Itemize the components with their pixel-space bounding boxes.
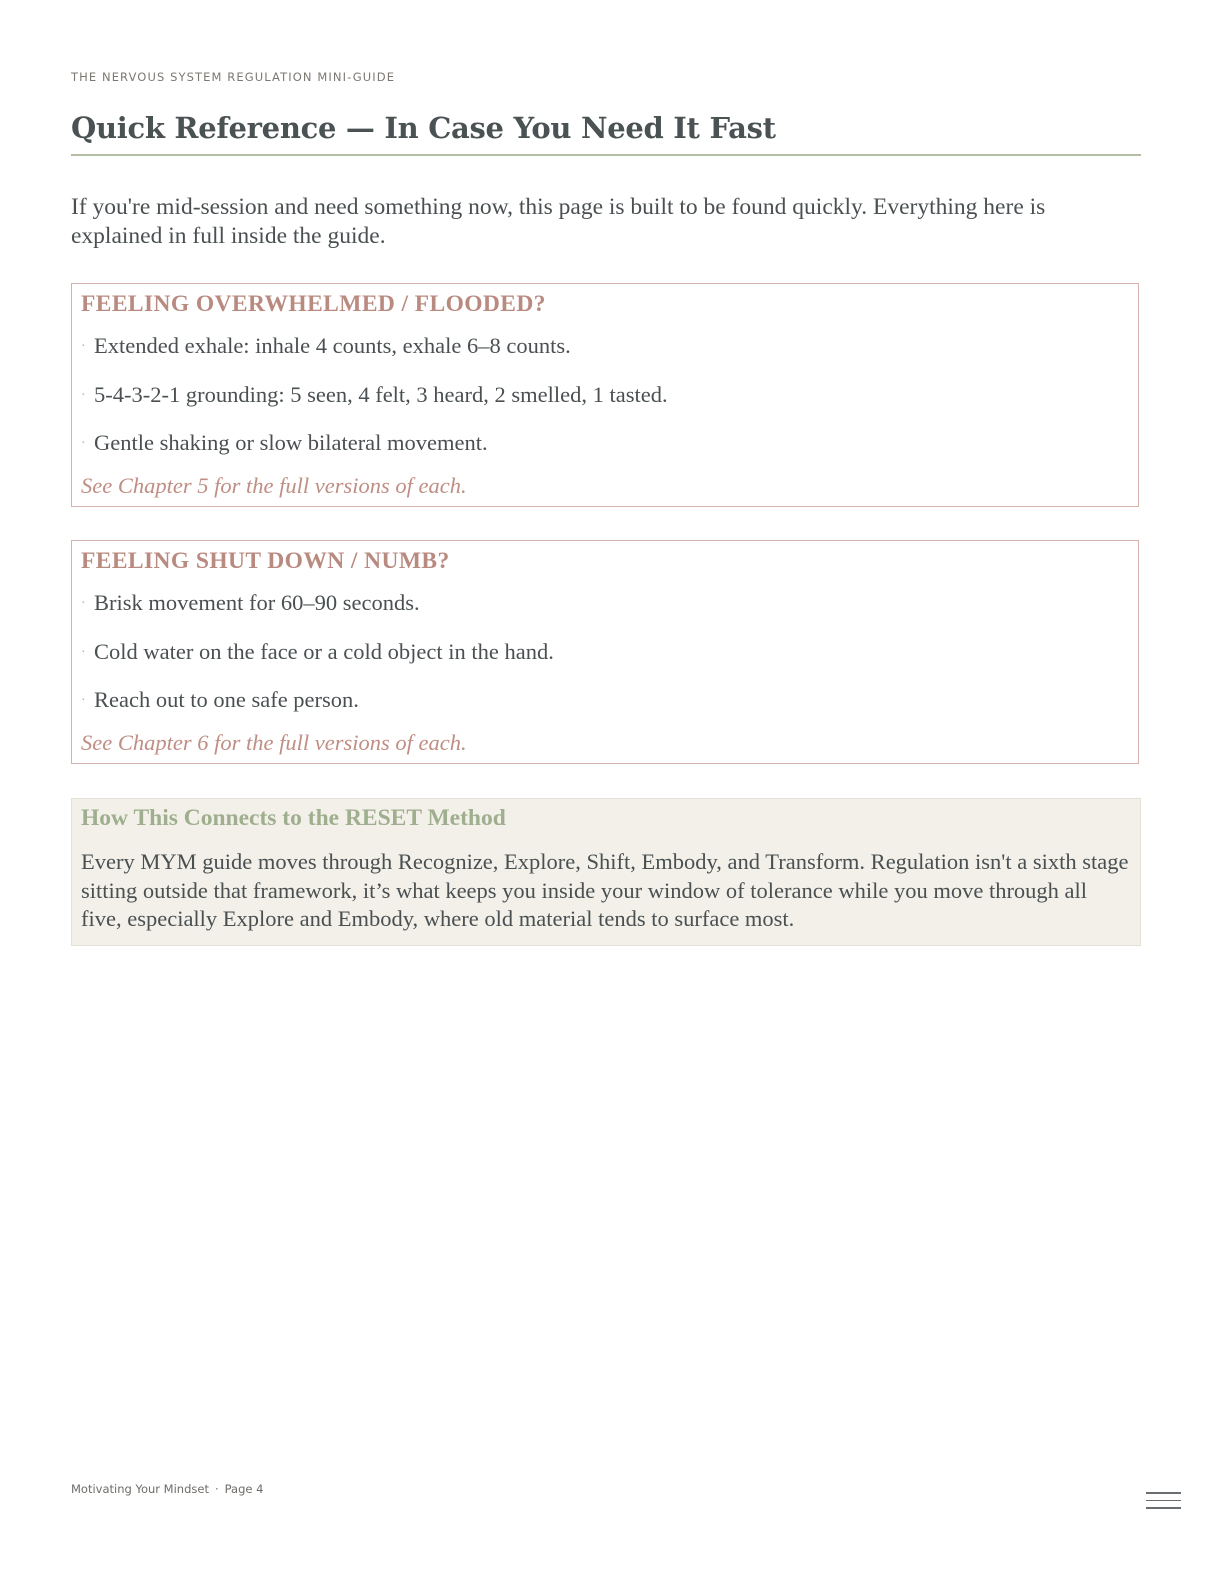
list-item xyxy=(81,429,1130,461)
chapter-reference-note: See Chapter 5 for the full versions of each. xyxy=(81,472,467,498)
section-title: FEELING OVERWHELMED / FLOODED? xyxy=(81,291,546,317)
menu-line xyxy=(1146,1500,1181,1502)
chapter-reference-note: See Chapter 6 for the full versions of each. xyxy=(81,729,467,755)
bullet-dot: · xyxy=(81,596,86,611)
footer-brand: Motivating Your Mindset xyxy=(71,1482,209,1496)
menu-line xyxy=(1146,1492,1181,1494)
technique-list xyxy=(81,589,1130,718)
page-number: Page 4 xyxy=(224,1482,264,1496)
overwhelmed-section xyxy=(71,283,1139,507)
page-title: Quick Reference — In Case You Need It Fast xyxy=(71,111,1141,156)
hamburger-menu-icon[interactable] xyxy=(1146,1492,1181,1512)
bullet-dot: · xyxy=(81,436,86,451)
menu-line xyxy=(1146,1507,1181,1509)
list-item-text: Extended exhale: inhale 4 counts, exhale 6–8 counts. xyxy=(94,333,571,358)
shutdown-section xyxy=(71,540,1139,764)
list-item-text: Gentle shaking or slow bilateral movement. xyxy=(94,430,488,455)
list-item-text: Reach out to one safe person. xyxy=(94,687,359,712)
bullet-dot: · xyxy=(81,644,86,660)
page-footer xyxy=(71,1482,263,1496)
intro-paragraph: If you're mid-session and need something now, this page is built to be found quickly. Everything here is explained in full inside the guide. xyxy=(71,194,1046,249)
list-item xyxy=(81,381,1130,413)
list-item xyxy=(81,638,1130,670)
reset-method-callout xyxy=(71,798,1141,946)
bullet-dot: · xyxy=(81,387,86,403)
technique-list xyxy=(81,332,1130,461)
bullet-dot: · xyxy=(81,339,86,354)
list-item-text: 5-4-3-2-1 grounding: 5 seen, 4 felt, 3 heard, 2 smelled, 1 tasted. xyxy=(94,381,668,407)
callout-title: How This Connects to the RESET Method xyxy=(81,805,506,831)
list-item xyxy=(81,332,1130,364)
bullet-dot: · xyxy=(81,693,86,708)
callout-body: Every MYM guide moves through Recognize, Explore, Shift, Embody, and Transform. Regulation isn't a sixth stage sitting outside that framework, it’s what keeps you inside your window of tolerance while you move through all five, especially Explore and Embody, where old material tends to surface most. xyxy=(81,849,1129,931)
running-header: THE NERVOUS SYSTEM REGULATION MINI-GUIDE xyxy=(71,70,396,84)
section-title: FEELING SHUT DOWN / NUMB? xyxy=(81,548,450,574)
list-item-text: Brisk movement for 60–90 seconds. xyxy=(94,590,420,615)
list-item-text: Cold water on the face or a cold object in the hand. xyxy=(94,638,554,664)
list-item xyxy=(81,589,1130,621)
footer-separator: · xyxy=(214,1482,219,1496)
list-item xyxy=(81,686,1130,718)
